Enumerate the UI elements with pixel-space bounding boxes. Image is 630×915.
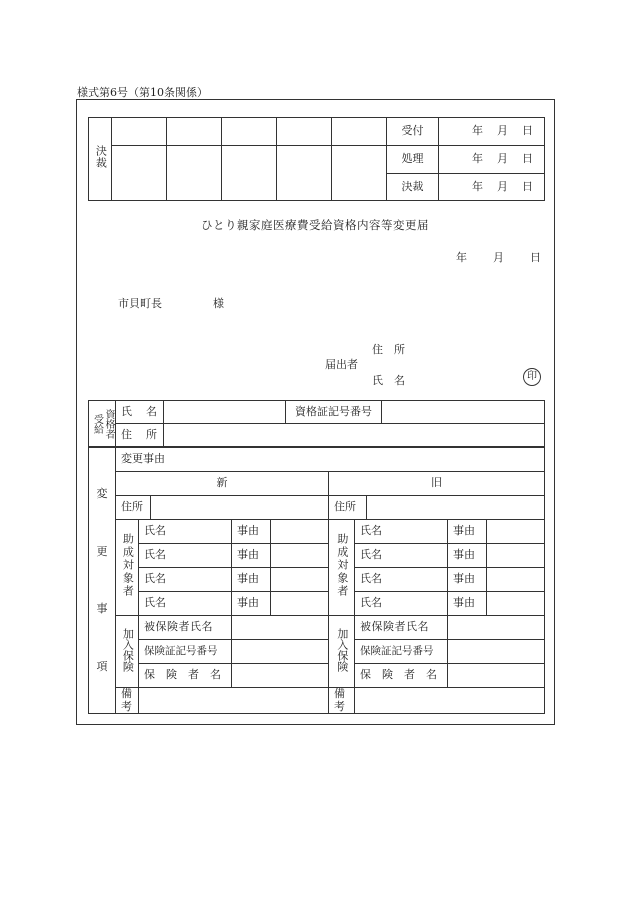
- new-subject-name-label: 氏名: [139, 544, 232, 568]
- new-subject-name-label: 氏名: [139, 592, 232, 616]
- new-subject-label: 助成対象者: [116, 520, 139, 616]
- change-label-4: 項: [96, 659, 108, 673]
- old-insurer-field[interactable]: [448, 664, 545, 688]
- old-subject-name-label: 氏名: [355, 568, 448, 592]
- date-day: 日: [530, 251, 541, 264]
- old-address-label: 住所: [329, 496, 367, 520]
- old-insurance-cert-label: 保険証記号番号: [355, 640, 448, 664]
- old-subject-cause-field[interactable]: [487, 544, 545, 568]
- old-subject-label: 助成対象者: [329, 520, 355, 616]
- new-insurer-field[interactable]: [232, 664, 329, 688]
- change-label-2: 更: [96, 544, 108, 558]
- stamp-box[interactable]: [222, 146, 277, 201]
- stamp-box[interactable]: [112, 118, 167, 146]
- recipient-label-a: 受給: [91, 413, 103, 434]
- new-subject-cause-label: 事由: [232, 520, 271, 544]
- processed-label: 処理: [387, 146, 439, 174]
- decided-date[interactable]: 年 月 日: [439, 174, 545, 201]
- old-insured-name-field[interactable]: [448, 616, 545, 640]
- old-insurance-cert-field[interactable]: [448, 640, 545, 664]
- new-subject-cause-field[interactable]: [271, 568, 329, 592]
- recipient-label-b: 資格者: [103, 408, 114, 439]
- new-subject-name-label: 氏名: [139, 568, 232, 592]
- old-subject-cause-label: 事由: [448, 544, 487, 568]
- old-address-field[interactable]: [367, 496, 545, 520]
- applicant-address-label: 住 所: [372, 343, 405, 356]
- addressee-honorific: 様: [213, 297, 224, 310]
- new-subject-cause-label: 事由: [232, 544, 271, 568]
- recipient-label: [89, 401, 116, 447]
- new-insurance-cert-field[interactable]: [232, 640, 329, 664]
- recipient-cert-label: 資格証記号番号: [286, 401, 382, 424]
- date-year: 年: [456, 251, 467, 264]
- change-label-3: 事: [96, 602, 108, 616]
- received-date[interactable]: 年 月 日: [439, 118, 545, 146]
- recipient-name-field[interactable]: [164, 401, 286, 424]
- new-insurer-label: 保 険 者 名: [139, 664, 232, 688]
- new-address-field[interactable]: [151, 496, 329, 520]
- recipient-cert-field[interactable]: [382, 401, 545, 424]
- old-subject-name-label: 氏名: [355, 592, 448, 616]
- approval-table: [88, 117, 545, 201]
- new-remarks-field[interactable]: [139, 688, 329, 714]
- new-subject-cause-label: 事由: [232, 568, 271, 592]
- processed-date[interactable]: 年 月 日: [439, 146, 545, 174]
- old-insured-name-label: 被保険者氏名: [355, 616, 448, 640]
- stamp-box[interactable]: [277, 146, 332, 201]
- new-address-label: 住所: [116, 496, 151, 520]
- old-header: 旧: [329, 472, 545, 496]
- decided-label: 決裁: [387, 174, 439, 201]
- date-month: 月: [493, 251, 504, 264]
- stamp-box[interactable]: [167, 118, 222, 146]
- stamp-box[interactable]: [222, 118, 277, 146]
- new-subject-cause-field[interactable]: [271, 520, 329, 544]
- new-subject-cause-field[interactable]: [271, 544, 329, 568]
- form-number: 様式第6号（第10条関係）: [77, 86, 208, 99]
- new-insurance-cert-label: 保険証記号番号: [139, 640, 232, 664]
- stamp-box[interactable]: [112, 146, 167, 201]
- seal-mark: 印: [523, 368, 541, 386]
- old-subject-cause-field[interactable]: [487, 568, 545, 592]
- new-insured-name-field[interactable]: [232, 616, 329, 640]
- new-subject-cause-label: 事由: [232, 592, 271, 616]
- new-subject-name-label: 氏名: [139, 520, 232, 544]
- addressee-name: 市貝町長: [118, 297, 162, 310]
- old-insurer-label: 保 険 者 名: [355, 664, 448, 688]
- new-insured-name-label: 被保険者氏名: [139, 616, 232, 640]
- change-table: [88, 447, 545, 714]
- old-subject-cause-label: 事由: [448, 520, 487, 544]
- stamp-box[interactable]: [332, 146, 387, 201]
- recipient-address-field[interactable]: [164, 424, 545, 447]
- old-subject-name-label: 氏名: [355, 520, 448, 544]
- old-remarks-label: 備考: [329, 688, 355, 714]
- applicant-label: 届出者: [325, 358, 358, 371]
- stamp-box[interactable]: [277, 118, 332, 146]
- change-label: [89, 448, 116, 714]
- new-insurance-label: 加入保険: [116, 616, 139, 688]
- old-remarks-field[interactable]: [355, 688, 545, 714]
- approval-label: 決裁: [94, 145, 108, 170]
- old-subject-name-label: 氏名: [355, 544, 448, 568]
- stamp-box[interactable]: [167, 146, 222, 201]
- received-label: 受付: [387, 118, 439, 146]
- form-title: ひとり親家庭医療費受給資格内容等変更届: [201, 218, 429, 232]
- old-subject-cause-label: 事由: [448, 592, 487, 616]
- recipient-table: [88, 400, 545, 447]
- new-header: 新: [116, 472, 329, 496]
- old-subject-cause-field[interactable]: [487, 520, 545, 544]
- change-reason-label[interactable]: 変更事由: [116, 448, 545, 472]
- old-insurance-label: 加入保険: [329, 616, 355, 688]
- stamp-box[interactable]: [332, 118, 387, 146]
- recipient-address-label: 住 所: [116, 424, 164, 447]
- old-subject-cause-field[interactable]: [487, 592, 545, 616]
- old-subject-cause-label: 事由: [448, 568, 487, 592]
- recipient-name-label: 氏 名: [116, 401, 164, 424]
- change-label-1: 変: [96, 487, 108, 501]
- new-remarks-label: 備考: [116, 688, 139, 714]
- applicant-name-label: 氏 名: [372, 374, 405, 387]
- new-subject-cause-field[interactable]: [271, 592, 329, 616]
